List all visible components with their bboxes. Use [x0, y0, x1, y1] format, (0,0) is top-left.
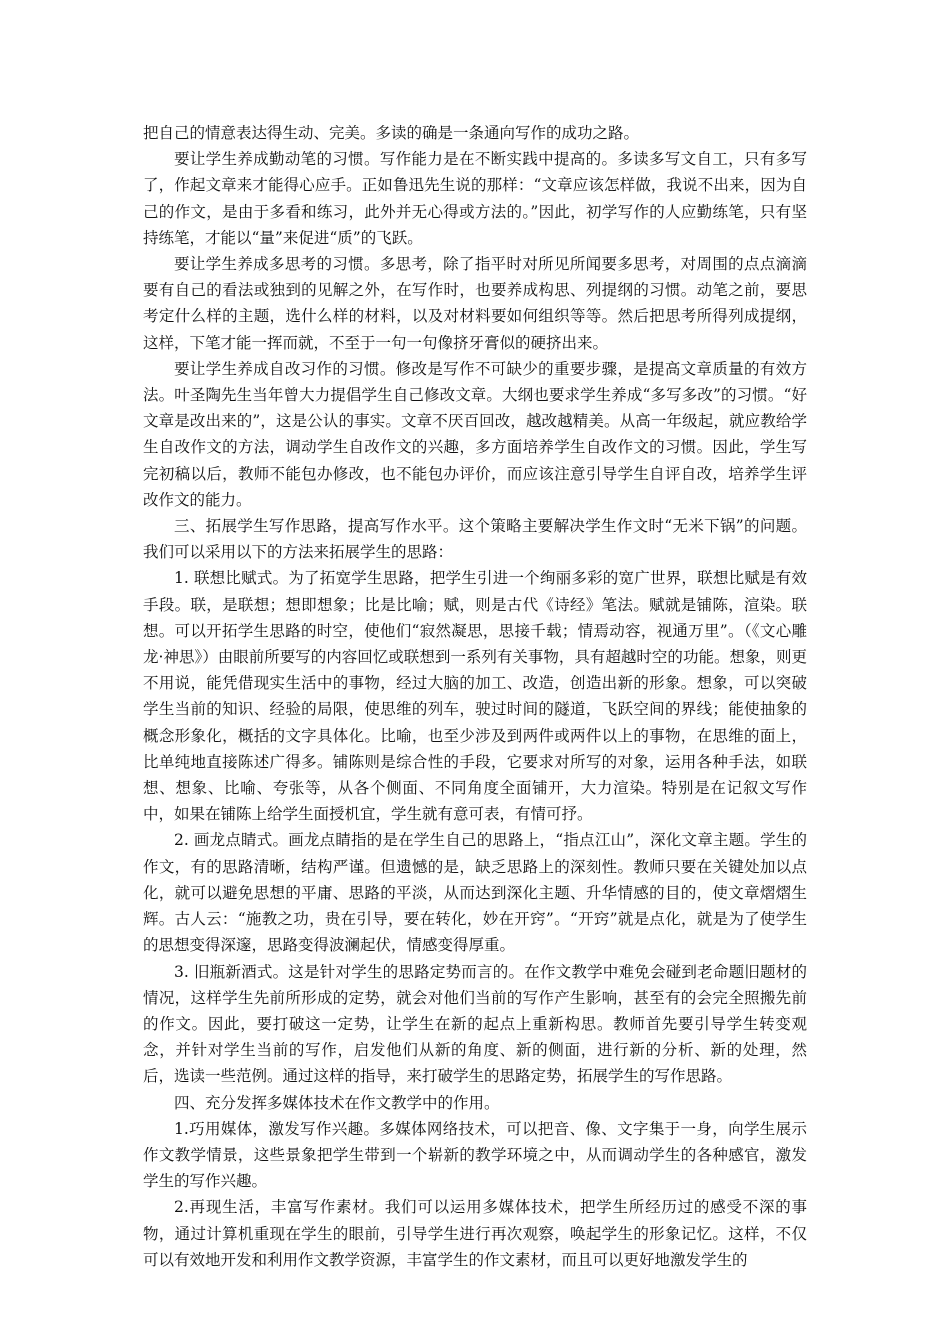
paragraph-multimedia-material: 2.再现生活，丰富写作素材。我们可以运用多媒体技术，把学生所经历过的感受不深的事物，通过计算机重现在学生的眼前，引导学生进行再次观察，唤起学生的形象记忆。这样，不仅可以有效地开发和利用作文教学资源，丰富学生的作文素材，而且可以更好地激发学生的 [143, 1198, 807, 1269]
section-four-heading: 四、充分发挥多媒体技术在作文教学中的作用。 [174, 1093, 500, 1112]
paragraph-old-bottle-new-wine: 3. 旧瓶新酒式。这是针对学生的思路定势而言的。在作文教学中难免会碰到老命题旧题材的情况，这样学生先前所形成的定势，就会对他们当前的写作产生影响，甚至有的会完全照搬先前的作文。因此，要打破这一定势，让学生在新的起点上重新构思。教师首先要引导学生转变观念，并针对学生当前的写作，启发他们从新的角度、新的侧面，进行新的分析、新的处理，然后，选读一些范例。通过这样的指导，来打破学生的思路定势，拓展学生的写作思路。 [143, 962, 807, 1086]
paragraph-multimedia-interest: 1.巧用媒体，激发写作兴趣。多媒体网络技术，可以把音、像、文字集于一身，向学生展示作文教学情景，这些景象把学生带到一个崭新的教学环境之中，从而调动学生的各种感官，激发学生的写作兴趣。 [143, 1119, 807, 1191]
paragraph-3: 要让学生养成多思考的习惯。多思考，除了指平时对所见所闻要多思考，对周围的点点滴滴要有自己的看法或独到的见解之外，在写作时，也要养成构思、列提纲的习惯。动笔之前，要思考定什么样的主题，选什么样的材料，以及对材料要如何组织等等。然后把思考所得列成提纲，这样，下笔才能一挥而就，不至于一句一句像挤牙膏似的硬挤出来。 [143, 255, 807, 352]
paragraph-finishing-touch: 2. 画龙点睛式。画龙点睛指的是在学生自己的思路上，“指点江山”，深化文章主题。学生的作文，有的思路清晰，结构严谨。但遗憾的是，缺乏思路上的深刻性。教师只要在关键处加以点化，就可以避免思想的平庸、思路的平淡，从而达到深化主题、升华情感的目的，使文章熠熠生辉。古人云：“施教之功，贵在引导，要在转化，妙在开窍”。“开窍”就是点化，就是为了使学生的思想变得深邃，思路变得波澜起伏，情感变得厚重。 [143, 831, 807, 955]
paragraph-association: 1. 联想比赋式。为了拓宽学生思路，把学生引进一个绚丽多彩的宽广世界，联想比赋是有效手段。联，是联想；想即想象；比是比喻；赋，则是古代《诗经》笔法。赋就是铺陈，渲染。联想。可以开拓学生思路的时空，使他们“寂然凝思，思接千载；情焉动容，视通万里”。（《文心雕龙·神思》）由眼前所要写的内容回忆或联想到一系列有关事物，具有超越时空的功能。想象，则更不用说，能凭借现实生活中的事物，经过大脑的加工、改造，创造出新的形象。想象，可以突破学生当前的知识、经验的局限，使思维的列车，驶过时间的隧道，飞跃空间的界线；能使抽象的概念形象化，概括的文字具体化。比喻，也至少涉及到两件或两件以上的事物，在思维的面上，比单纯地直接陈述广得多。铺陈则是综合性的手段，它要求对所写的对象，运用各种手法，如联想、想象、比喻、夸张等，从各个侧面、不同角度全面铺开，大力渲染。特别是在记叙文写作中，如果在铺陈上给学生面授机宜，学生就有意可表，有情可抒。 [143, 569, 807, 824]
paragraph-2: 要让学生养成勤动笔的习惯。写作能力是在不断实践中提高的。多读多写文自工，只有多写了，作起文章来才能得心应手。正如鲁迅先生说的那样：“文章应该怎样做，我说不出来，因为自己的作文，是由于多看和练习，此外并无心得或方法的。”因此，初学写作的人应勤练笔，只有坚持练笔，才能以“量”来促进“质”的飞跃。 [143, 150, 807, 247]
section-three-heading: 三、拓展学生写作思路，提高写作水平。这个策略主要解决学生作文时“无米下锅”的问题。我们可以采用以下的方法来拓展学生的思路： [143, 517, 807, 562]
paragraph-1: 把自己的情意表达得生动、完美。多读的确是一条通向写作的成功之路。 [143, 124, 640, 142]
document-page [143, 120, 807, 1273]
paragraph-4: 要让学生养成自改习作的习惯。修改是写作不可缺少的重要步骤，是提高文章质量的有效方法。叶圣陶先生当年曾大力提倡学生自己修改文章。大纲也要求学生养成“多写多改”的习惯。“好文章是改出来的”，这是公认的事实。文章不厌百回改，越改越精美。从高一年级起，就应教给学生自改作文的方法，调动学生自改作文的兴趣，多方面培养学生自改作文的习惯。因此，学生写完初稿以后，教师不能包办修改，也不能包办评价，而应该注意引导学生自评自改，培养学生评改作文的能力。 [143, 359, 807, 509]
